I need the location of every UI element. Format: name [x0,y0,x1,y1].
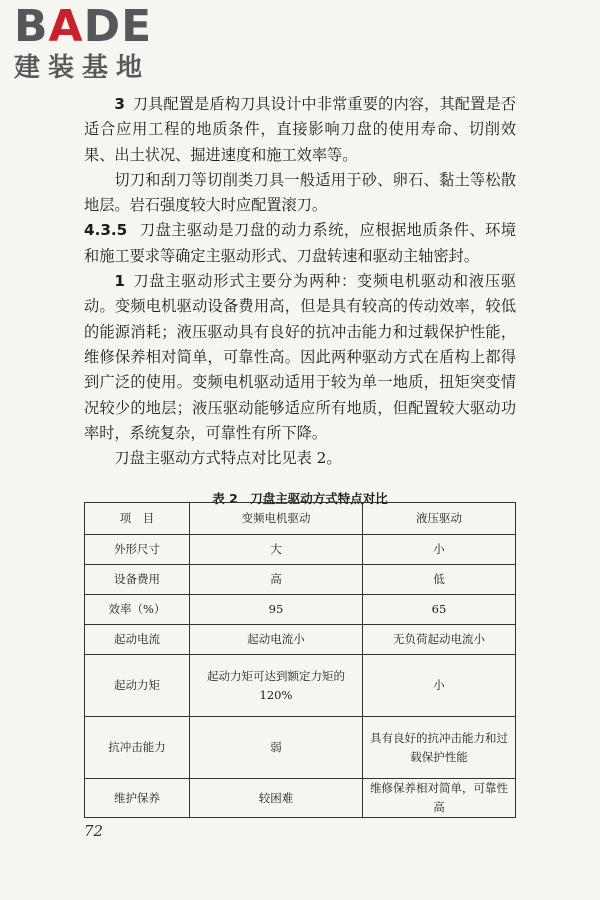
table-row [85,779,516,818]
comparison-table [84,502,516,818]
paragraph-cutter-config: 3 刀具配置是盾构刀具设计中非常重要的内容，其配置是否适合应用工程的地质条件，直接影响刀盘的使用寿命、切削效果、出土状况、掘进速度和施工效率等。 [84,95,516,164]
table-cell: 起动力矩可达到额定力矩的 120% [190,655,363,717]
table-row [85,655,516,717]
table-cell: 较困难 [190,779,363,818]
paragraph-table-reference: 刀盘主驱动方式特点对比见表 2。 [114,449,342,468]
table-cell: 低 [363,565,516,595]
table-row [85,535,516,565]
table-cell: 维护保养 [85,779,190,818]
header-cell: 液压驱动 [363,503,516,535]
table-row [85,595,516,625]
table-cell: 大 [190,535,363,565]
table-cell: 起动电流小 [190,625,363,655]
paragraph-cutter-types: 切刀和刮刀等切削类刀具一般适用于砂、卵石、黏土等松散地层。岩石强度较大时应配置滚刀。 [84,170,516,215]
table-header-row [85,503,516,535]
table-row [85,625,516,655]
table-cell: 维修保养相对简单，可靠性高 [363,779,516,818]
table-row [85,565,516,595]
header-cell: 项 目 [85,503,190,535]
table-cell: 效率（%） [85,595,190,625]
logo-subtitle: 建装基地 [14,53,151,83]
table-cell: 具有良好的抗冲击能力和过载保护性能 [363,717,516,779]
table-cell: 抗冲击能力 [85,717,190,779]
logo-wordmark: BADE [14,1,153,52]
table-caption: 表 2 刀盘主驱动方式特点对比 [212,491,388,507]
section-4-3-5: 4.3.5 刀盘主驱动是刀盘的动力系统，应根据地质条件、环境和施工要求等确定主驱动形式、刀盘转速和驱动主轴密封。 [84,221,516,265]
table-cell: 起动电流 [85,625,190,655]
table-row [85,717,516,779]
table-cell: 无负荷起动电流小 [363,625,516,655]
table-cell: 起动力矩 [85,655,190,717]
table-cell: 弱 [190,717,363,779]
document-body [84,92,516,519]
table-cell: 95 [190,595,363,625]
table-cell: 设备费用 [85,565,190,595]
header-cell: 变频电机驱动 [190,503,363,535]
table-cell: 小 [363,535,516,565]
paragraph-drive-forms: 1 刀盘主驱动形式主要分为两种：变频电机驱动和液压驱动。变频电机驱动设备费用高，但是具有较高的传动效率，较低的能源消耗；液压驱动具有良好的抗冲击能力和过载保护性能，维修保养相对简单，可靠性高。因此两种驱动方式在盾构上都得到广泛的使用。变频电机驱动适用于较为单一地质，扭矩突变情况较少的地层；液压驱动能够适应所有地质，但配置较大驱动功率时，系统复杂，可靠性有所下降。 [84,272,516,442]
table-cell: 小 [363,655,516,717]
table-cell: 65 [363,595,516,625]
page-number: 72 [84,822,104,840]
table-cell: 高 [190,565,363,595]
table-cell: 外形尺寸 [85,535,190,565]
brand-logo [14,1,184,88]
